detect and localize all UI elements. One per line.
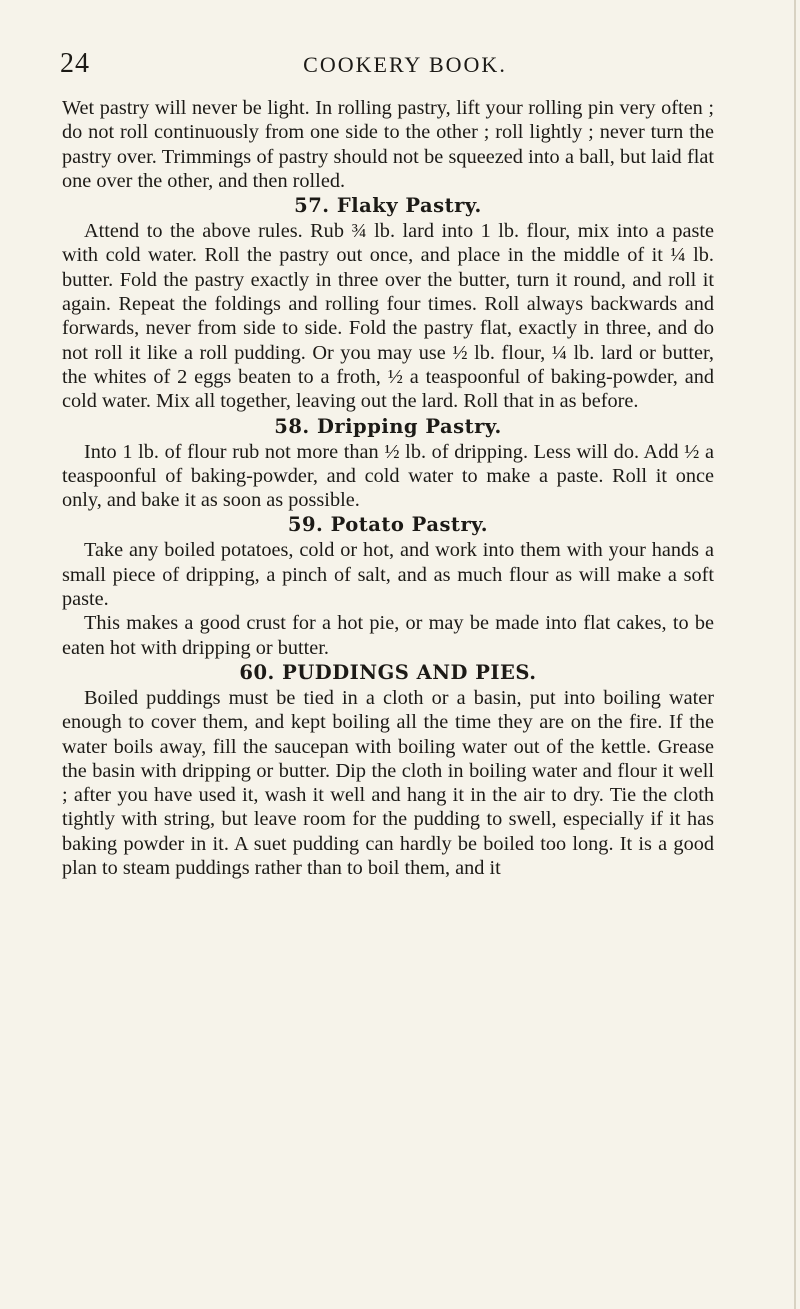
section-body-flaky-pastry: Attend to the above rules. Rub ¾ lb. lard into 1 lb. flour, mix into a paste with cold water. Roll the pastry out once, and place in the middle of it ¼ lb. butter. Fold the pastry exactly in three over the butter, turn it round, and roll it again. Repeat the foldings and rolling four times. Roll always backwards and forwards, never from side to side. Fold the pastry flat, exactly in three, and do not roll it like a roll pudding. Or you may use ½ lb. flour, ¼ lb. lard or butter, the whites of 2 eggs beaten to a froth, ½ a teaspoonful of baking-powder, and cold water. Mix all together, leaving out the lard. Roll that in as before. <box>62 220 714 413</box>
page-edge <box>794 0 796 1309</box>
section-body-dripping-pastry: Into 1 lb. of flour rub not more than ½ lb. of dripping. Less will do. Add ½ a teaspoonful of baking-powder, and cold water to make a paste. Roll it once only, and bake it as soon as possible. <box>62 440 714 512</box>
text-block <box>62 96 714 880</box>
page-header <box>60 48 750 82</box>
section-heading-puddings-and-pies: 60. PUDDINGS AND PIES. <box>239 660 537 684</box>
section-body-potato-pastry-2: This makes a good crust for a hot pie, or may be made into flat cakes, to be eaten hot with dripping or butter. <box>62 612 714 659</box>
section-body-potato-pastry: Take any boiled potatoes, cold or hot, and work into them with your hands a small piece of dripping, a pinch of salt, and as much flour as will make a soft paste. <box>62 539 714 611</box>
section-heading-dripping-pastry: 58. Dripping Pastry. <box>274 414 502 438</box>
running-head: COOKERY BOOK. <box>303 52 507 77</box>
section-body-puddings-and-pies: Boiled puddings must be tied in a cloth or a basin, put into boiling water enough to cover them, and kept boiling all the time they are on the fire. If the water boils away, fill the saucepan with boiling water out of the kettle. Grease the basin with dripping or butter. Dip the cloth in boiling water and flour it well ; after you have used it, wash it well and hang it in the air to dry. Tie the cloth tightly with string, but leave room for the pudding to swell, especially if it has baking powder in it. A suet pudding can hardly be boiled too long. It is a good plan to steam puddings rather than to boil them, and it <box>62 686 714 880</box>
page-number: 24 <box>60 48 90 79</box>
intro-paragraph: Wet pastry will never be light. In rolling pastry, lift your rolling pin very often ; do not roll continuously from one side to the other ; roll lightly ; never turn the pastry over. Trimmings of pastry should not be squeezed into a ball, but laid flat one over the other, and then rolled. <box>62 97 714 192</box>
section-heading-potato-pastry: 59. Potato Pastry. <box>287 513 489 537</box>
section-heading-flaky-pastry: 57. Flaky Pastry. <box>294 194 482 218</box>
